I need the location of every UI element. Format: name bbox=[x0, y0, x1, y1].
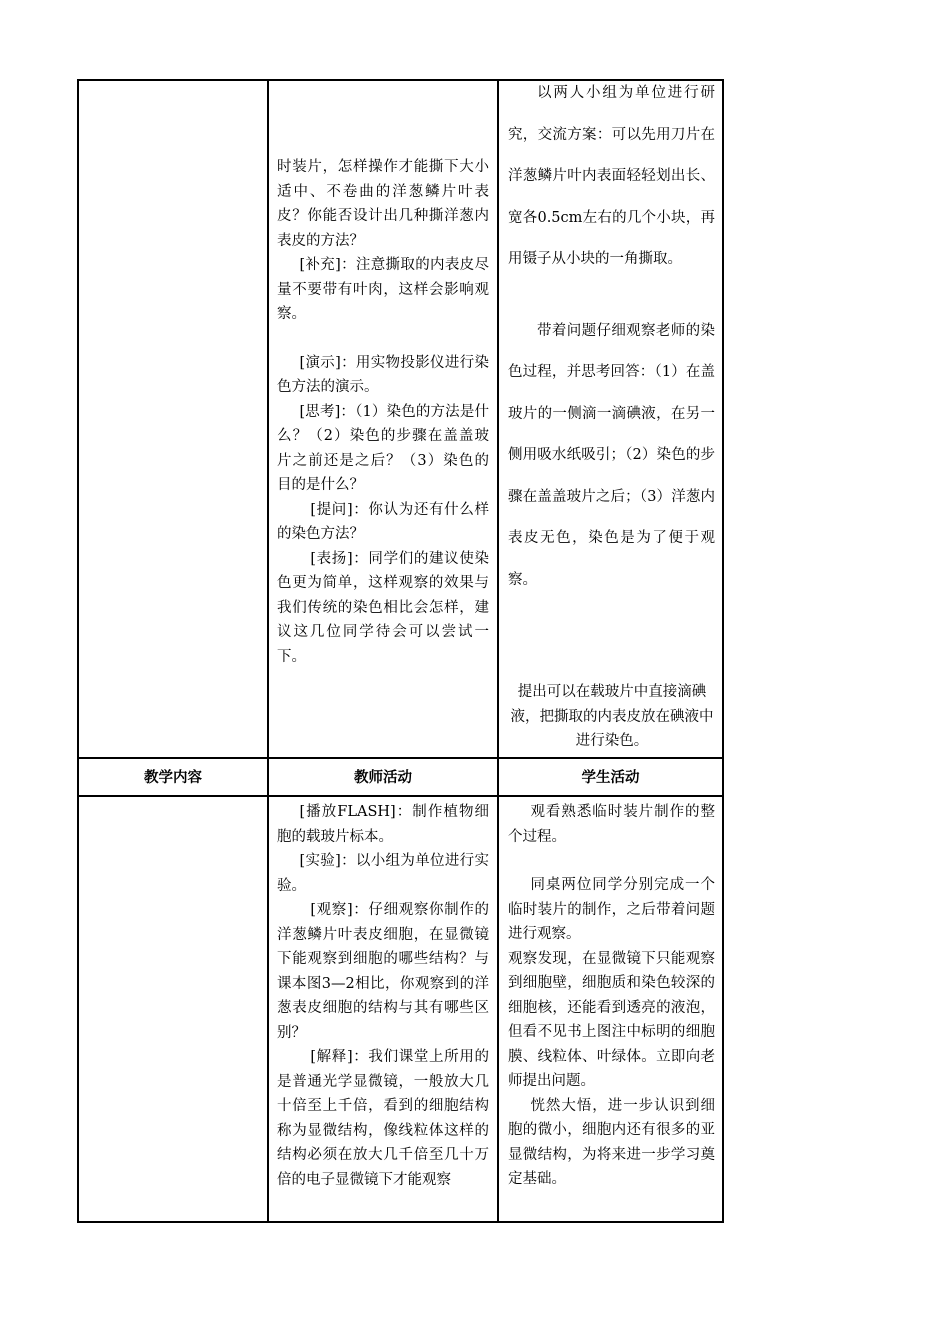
student-text: 同桌两位同学分别完成一个临时装片的制作，之后带着问题进行观察。 bbox=[508, 877, 715, 942]
bottom-teacher-activity-cell bbox=[277, 800, 489, 1192]
spacer bbox=[508, 281, 715, 311]
bottom-student-activity-cell bbox=[508, 800, 715, 1192]
student-text: 以两人小组为单位进行研究，交流方案：可以先用刀片在洋葱鳞片叶内表面轻轻划出长、宽各0.5cm左右的几个小块，再用镊子从小块的一角撕取。 bbox=[508, 85, 715, 267]
teacher-text: [播放FLASH]：制作植物细胞的载玻片标本。 bbox=[277, 804, 489, 845]
student-text: 提出可以在载玻片中直接滴碘液，把撕取的内表皮放在碘液中进行染色。 bbox=[510, 684, 714, 749]
teacher-text: [观察]：仔细观察你制作的洋葱鳞片叶表皮细胞，在显微镜下能观察到细胞的哪些结构？与课本图3—2相比，你观察到的洋葱表皮细胞的结构与其有哪些区别？ bbox=[277, 902, 489, 1041]
header-teaching-content: 教学内容 bbox=[144, 770, 202, 786]
table-border-left bbox=[77, 79, 79, 1223]
top-student-activity-note bbox=[508, 680, 716, 754]
teacher-text: [实验]：以小组为单位进行实验。 bbox=[277, 853, 489, 894]
top-teacher-activity-cell bbox=[277, 155, 489, 669]
student-text: 恍然大悟，进一步认识到细胞的微小，细胞内还有很多的亚显微结构，为将来进一步学习奠定基础。 bbox=[508, 1097, 715, 1187]
teacher-text: [补充]：注意撕取的内表皮尽量不要带有叶肉，这样会影响观察。 bbox=[277, 257, 489, 322]
spacer bbox=[277, 327, 489, 351]
student-text: 观看熟悉临时装片制作的整个过程。 bbox=[508, 804, 715, 845]
student-text: 带着问题仔细观察老师的染色过程，并思考回答：（1）在盖玻片的一侧滴一滴碘液，在另一侧用吸水纸吸引；（2）染色的步骤在盖盖玻片之后；（3）洋葱内表皮无色，染色是为了便于观察。 bbox=[508, 322, 715, 588]
header-teacher-activity: 教师活动 bbox=[354, 770, 412, 786]
header-row-bottom-border bbox=[77, 795, 724, 797]
table-divider-1 bbox=[267, 79, 269, 1223]
teacher-text: [演示]：用实物投影仪进行染色方法的演示。 bbox=[277, 354, 489, 395]
table-border-bottom bbox=[77, 1221, 724, 1223]
spacer bbox=[508, 849, 715, 873]
table-border-right bbox=[722, 79, 724, 1223]
teacher-text: [思考]：（1）染色的方法是什么？（2）染色的步骤在盖盖玻片之前还是之后？（3）染色的目的是什么？ bbox=[277, 403, 489, 493]
teacher-text: 时装片，怎样操作才能撕下大小适中、不卷曲的洋葱鳞片叶表皮？你能否设计出几种撕洋葱内表皮的方法？ bbox=[277, 159, 489, 249]
header-student-activity: 学生活动 bbox=[581, 770, 640, 786]
table-divider-2 bbox=[497, 79, 499, 1223]
top-student-activity-cell bbox=[508, 73, 715, 601]
teacher-text: [表扬]：同学们的建议使染色更为简单，这样观察的效果与我们传统的染色相比会怎样，建议这几位同学待会可以尝试一下。 bbox=[277, 550, 489, 665]
lesson-plan-table bbox=[77, 79, 724, 1223]
teacher-text: [解释]：我们课堂上所用的是普通光学显微镜，一般放大几十倍至上千倍，看到的细胞结构称为显微结构，像线粒体这样的结构必须在放大几千倍至几十万倍的电子显微镜下才能观察 bbox=[277, 1049, 489, 1188]
teacher-text: [提问]：你认为还有什么样的染色方法？ bbox=[277, 501, 489, 542]
student-text: 观察发现，在显微镜下只能观察到细胞壁，细胞质和染色较深的细胞核，还能看到透亮的液泡，但看不见书上图注中标明的细胞膜、线粒体、叶绿体。立即向老师提出问题。 bbox=[508, 950, 715, 1089]
